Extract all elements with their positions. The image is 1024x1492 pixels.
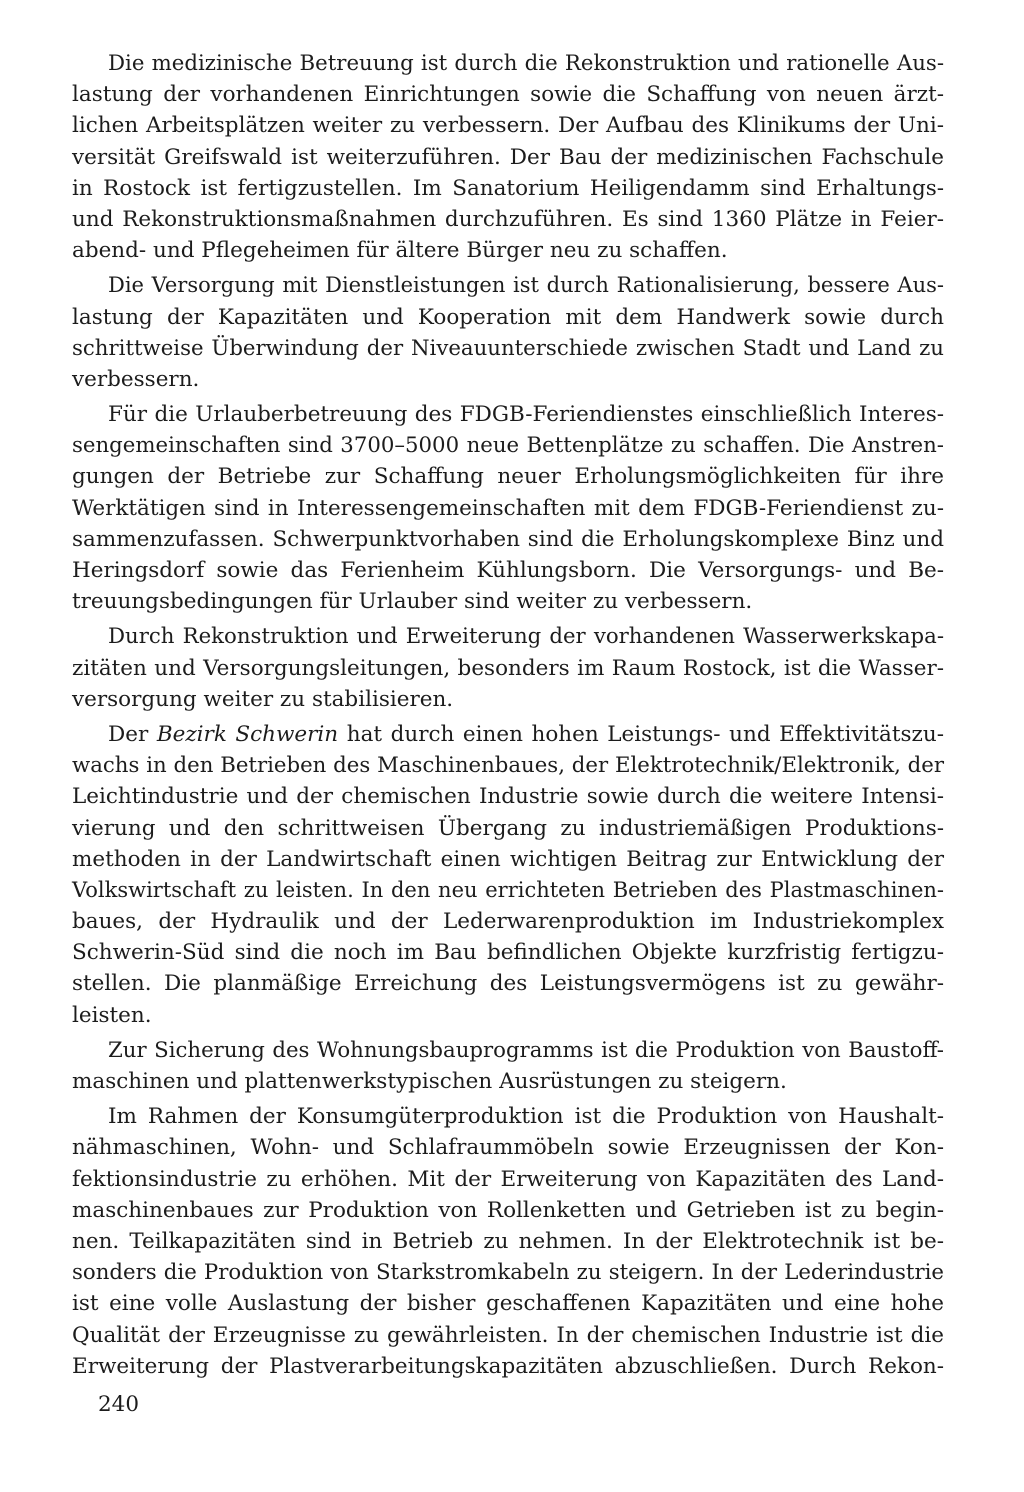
text-line: versität Greifswald ist weiterzuführen. Der Bau der medizinischen Fachschule (72, 144, 944, 170)
paragraph-consumer-goods (72, 1101, 944, 1382)
text-line: nen. Teilkapazitäten sind in Betrieb zu nehmen. In der Elektrotechnik ist be- (72, 1228, 944, 1254)
paragraph-vacation (72, 399, 944, 617)
text-line: baues, der Hydraulik und der Lederwarenproduktion im Industriekomplex (72, 909, 944, 935)
paragraph-housing (72, 1035, 944, 1097)
text-line: sengemeinschaften sind 3700–5000 neue Bettenplätze zu schaffen. Die Anstren- (72, 433, 944, 459)
text-line: Erweiterung der Plastverarbeitungskapazitäten abzuschließen. Durch Rekon- (72, 1353, 944, 1379)
document-page (72, 48, 944, 1448)
text-line: gungen der Betriebe zur Schaffung neuer Erholungsmöglichkeiten für ihre (72, 464, 944, 490)
text-line: lastung der Kapazitäten und Kooperation mit dem Handwerk sowie durch (72, 304, 944, 330)
text-line: abend- und Pflegeheimen für ältere Bürger neu zu schaffen. (72, 238, 728, 264)
emphasized-term: Bezirk Schwerin (156, 721, 339, 747)
text-line: lichen Arbeitsplätzen weiter zu verbessern. Der Aufbau des Klinikums der Uni- (72, 113, 944, 139)
text-line: zitäten und Versorgungsleitungen, besonders im Raum Rostock, ist die Wasser- (72, 655, 944, 681)
text-line: Durch Rekonstruktion und Erweiterung der vorhandenen Wasserwerkskapa- (108, 624, 944, 650)
text-line: Die Versorgung mit Dienstleistungen ist durch Rationalisierung, bessere Aus- (108, 273, 944, 298)
paragraph-services (72, 270, 944, 395)
text-line: und Rekonstruktionsmaßnahmen durchzuführen. Es sind 1360 Plätze in Feier- (72, 206, 944, 232)
paragraph-schwerin (72, 719, 944, 1031)
text-line: Volkswirtschaft zu leisten. In den neu errichteten Betrieben des Plastmaschinen- (72, 877, 944, 902)
text-line: Qualität der Erzeugnisse zu gewährleisten. In der chemischen Industrie ist die (72, 1322, 944, 1348)
text-fragment: hat durch einen hohen Leistungs- und Effektivitätszu- (338, 721, 944, 747)
text-line: Für die Urlauberbetreuung des FDGB-Feriendienstes einschließlich Interes- (108, 402, 944, 428)
text-line: ist eine volle Auslastung der bisher geschaffenen Kapazitäten und eine hohe (72, 1291, 944, 1317)
text-line: maschinen und plattenwerkstypischen Ausrüstungen zu steigern. (72, 1069, 787, 1094)
text-line: wachs in den Betrieben des Maschinenbaues, der Elektrotechnik/Elektronik, der (72, 753, 944, 779)
text-line: treuungsbedingungen für Urlauber sind weiter zu verbessern. (72, 589, 753, 615)
paragraph-water (72, 621, 944, 715)
page-number: 240 (98, 1392, 140, 1417)
text-line: Heringsdorf sowie das Ferienheim Kühlungsborn. Die Versorgungs- und Be- (72, 558, 944, 583)
text-line: versorgung weiter zu stabilisieren. (72, 686, 454, 712)
text-line: Die medizinische Betreuung ist durch die Rekonstruktion und rationelle Aus- (108, 51, 944, 76)
paragraph-medical-care (72, 48, 944, 266)
text-line: verbessern. (72, 366, 200, 392)
text-line: Schwerin-Süd sind die noch im Bau befindlichen Objekte kurzfristig fertigzu- (72, 940, 944, 966)
text-line: nähmaschinen, Wohn- und Schlafraummöbeln sowie Erzeugnissen der Kon- (72, 1135, 944, 1161)
text-line: sammenzufassen. Schwerpunktvorhaben sind die Erholungskomplexe Binz und (72, 526, 944, 552)
text-line: Zur Sicherung des Wohnungsbauprogramms ist die Produktion von Baustoff- (108, 1037, 944, 1063)
text-line: maschinenbaues zur Produktion von Rollenketten und Getrieben ist zu begin- (72, 1197, 944, 1223)
text-fragment: Der (108, 721, 157, 747)
text-line: Werktätigen sind in Interessengemeinschaften mit dem FDGB-Feriendienst zu- (72, 495, 944, 521)
text-line: leisten. (72, 1002, 152, 1028)
text-line: Im Rahmen der Konsumgüterproduktion ist die Produktion von Haushalt- (108, 1104, 944, 1130)
text-line: vierung und den schrittweisen Übergang zu industriemäßigen Produktions- (72, 815, 944, 841)
text-line (72, 719, 944, 750)
text-line: stellen. Die planmäßige Erreichung des Leistungsvermögens ist zu gewähr- (72, 971, 944, 997)
text-line: lastung der vorhandenen Einrichtungen sowie die Schaffung von neuen ärzt- (72, 82, 944, 108)
text-line: in Rostock ist fertigzustellen. Im Sanatorium Heiligendamm sind Erhaltungs- (72, 175, 944, 201)
text-line: schrittweise Überwindung der Niveauunterschiede zwischen Stadt und Land zu (72, 335, 944, 361)
text-line: sonders die Produktion von Starkstromkabeln zu steigern. In der Lederindustrie (72, 1260, 944, 1286)
text-line: fektionsindustrie zu erhöhen. Mit der Erweiterung von Kapazitäten des Land- (72, 1166, 944, 1192)
text-line: methoden in der Landwirtschaft einen wichtigen Beitrag zur Entwicklung der (72, 846, 944, 872)
text-line: Leichtindustrie und der chemischen Industrie sowie durch die weitere Intensi- (72, 784, 944, 810)
